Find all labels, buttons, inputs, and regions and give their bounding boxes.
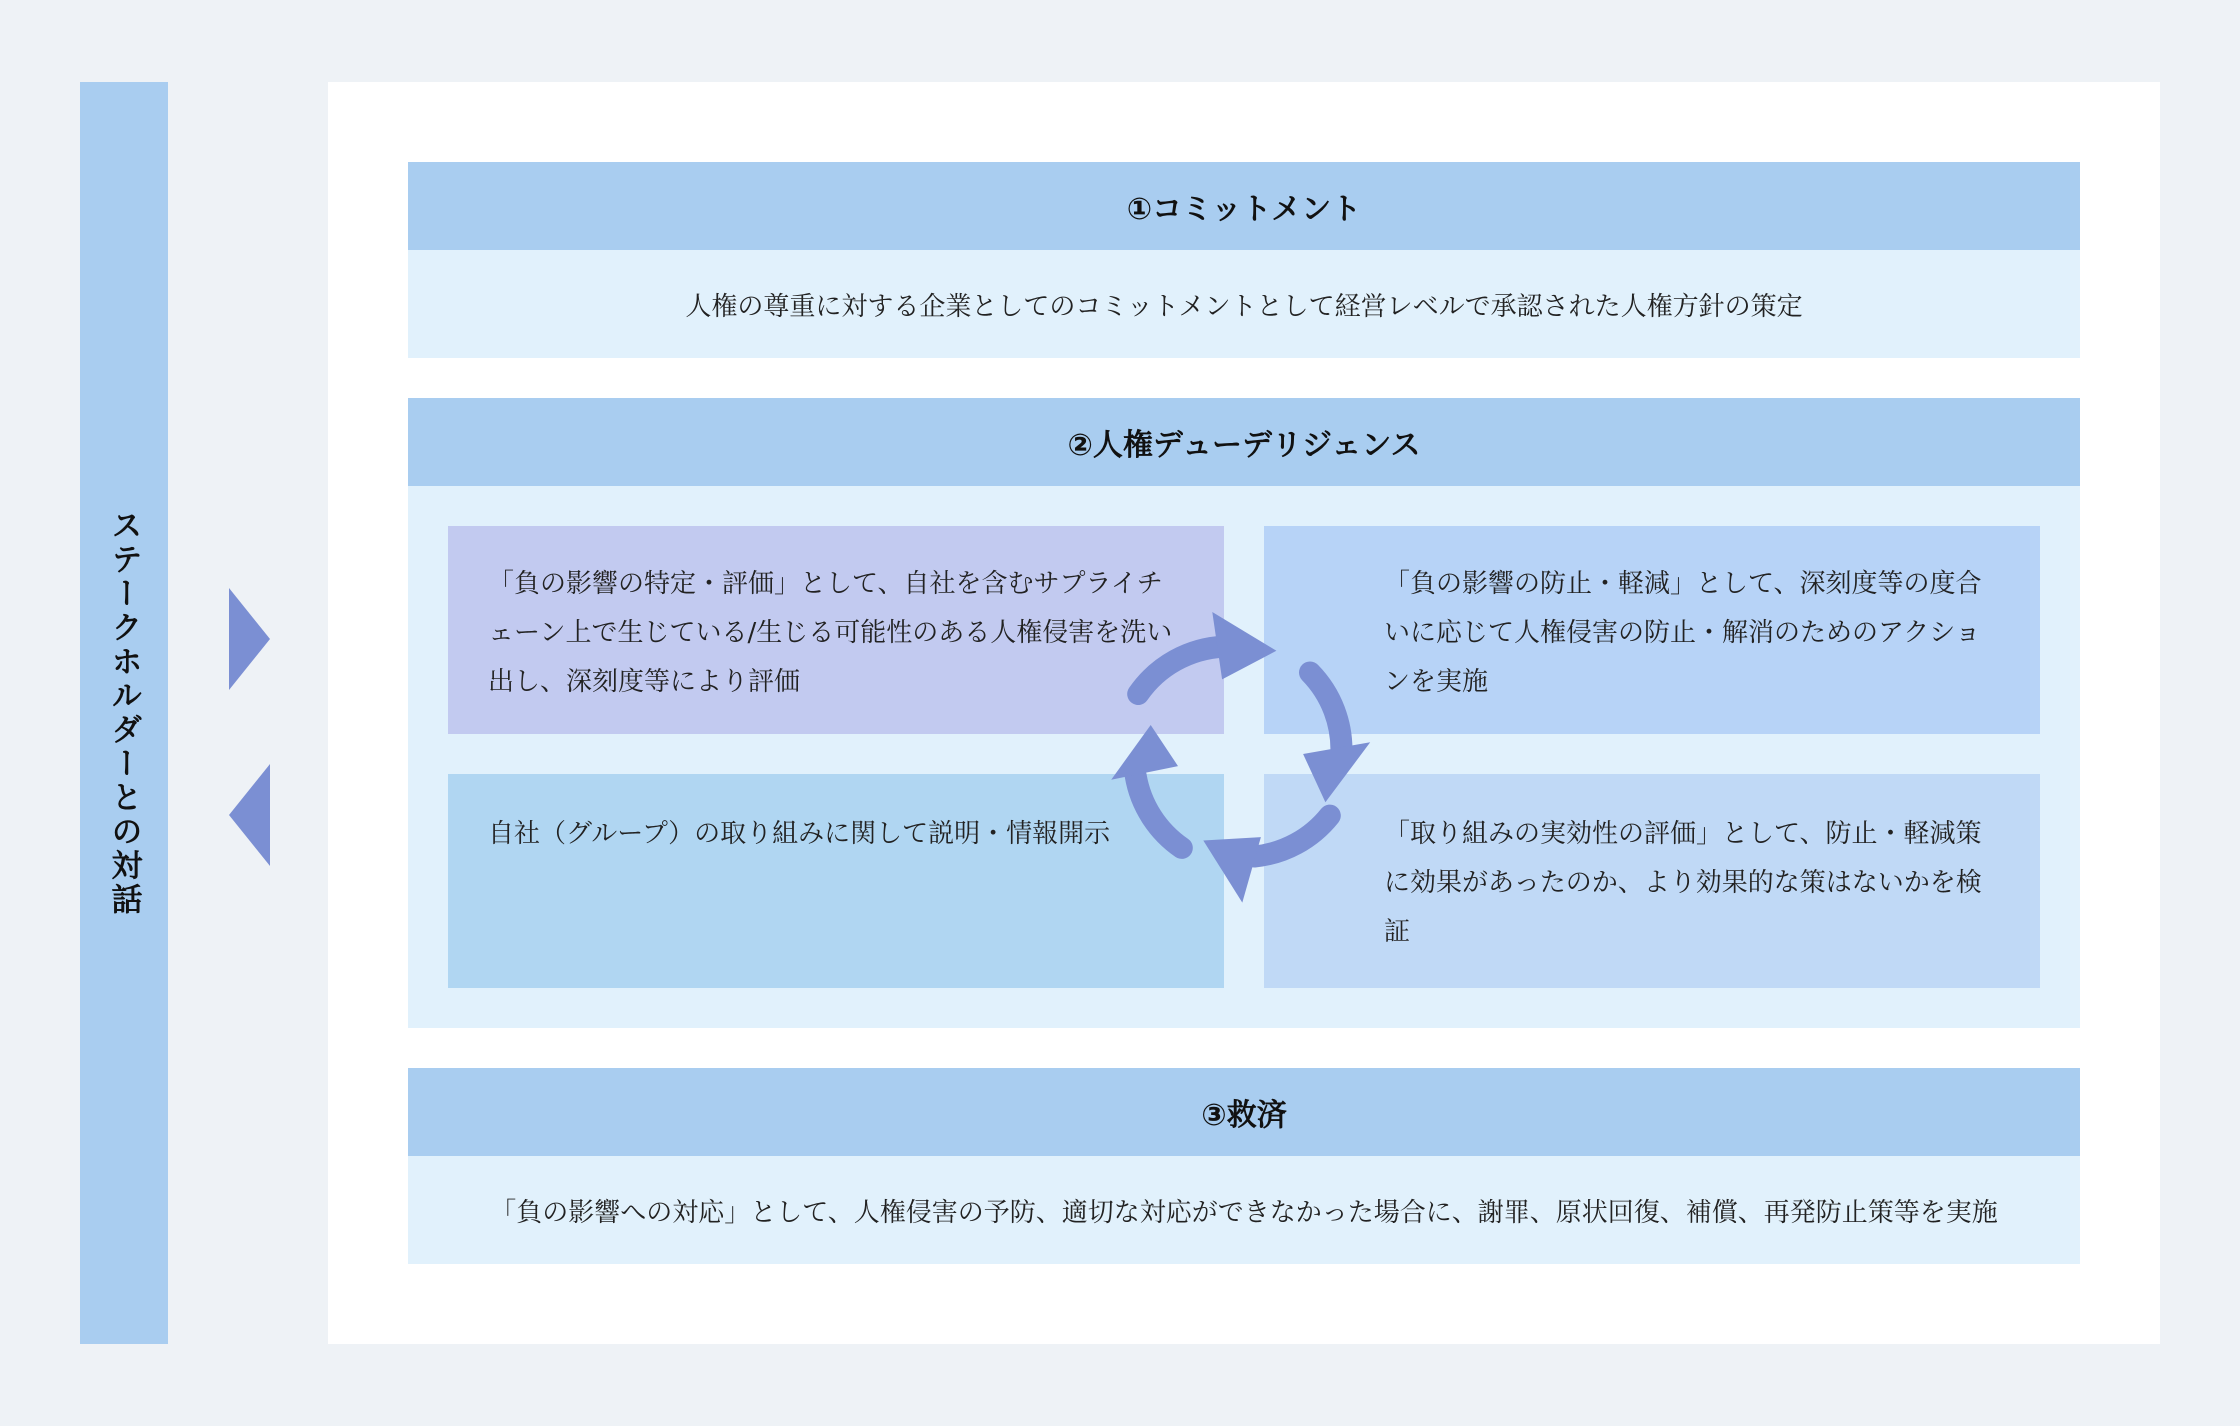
identify-assess-box: 「負の影響の特定・評価」として、自社を含むサプライチェーン上で生じている/生じる可能性のある人権侵害を洗い出し、深刻度等により評価: [448, 526, 1224, 734]
due-diligence-section: [408, 398, 2080, 1028]
stakeholder-dialogue-label: ステークホルダーとの対話: [105, 509, 142, 917]
remedy-body: 「負の影響への対応」として、人権侵害の予防、適切な対応ができなかった場合に、謝罪、原状回復、補償、再発防止策等を実施: [408, 1156, 2080, 1264]
cycle-arrowhead-right: [1303, 742, 1370, 802]
stakeholder-dialogue-bar: [80, 82, 168, 1344]
commitment-title: ①コミットメント: [408, 162, 2080, 250]
prevent-mitigate-box: 「負の影響の防止・軽減」として、深刻度等の度合いに応じて人権侵害の防止・解消のためのアクションを実施: [1264, 526, 2040, 734]
cycle-arrowhead-top: [1212, 612, 1276, 679]
cycle-arc-top: [1138, 647, 1223, 694]
cycle-arrows-icon: [408, 486, 2080, 1028]
remedy-title: ③救済: [408, 1068, 2080, 1156]
disclosure-box: 自社（グループ）の取り組みに関して説明・情報開示: [448, 774, 1224, 988]
due-diligence-body: [408, 486, 2080, 1028]
commitment-body: 人権の尊重に対する企業としてのコミットメントとして経営レベルで承認された人権方針の策定: [408, 250, 2080, 358]
remedy-section: [408, 1068, 2080, 1264]
arrow-right-icon: [229, 588, 270, 690]
arrow-left-icon: [229, 764, 270, 866]
commitment-section: [408, 162, 2080, 358]
cycle-arrowhead-bottom: [1203, 837, 1261, 903]
cycle-arc-left: [1136, 776, 1182, 848]
effectiveness-evaluation-box: 「取り組みの実効性の評価」として、防止・軽減策に効果があったのか、より効果的な策はないかを検証: [1264, 774, 2040, 988]
cycle-arc-bottom: [1254, 816, 1329, 857]
cycle-arc-right: [1310, 673, 1341, 755]
human-rights-framework-panel: [328, 82, 2160, 1344]
due-diligence-title: ②人権デューデリジェンス: [408, 398, 2080, 486]
cycle-arrowhead-left: [1111, 725, 1178, 780]
